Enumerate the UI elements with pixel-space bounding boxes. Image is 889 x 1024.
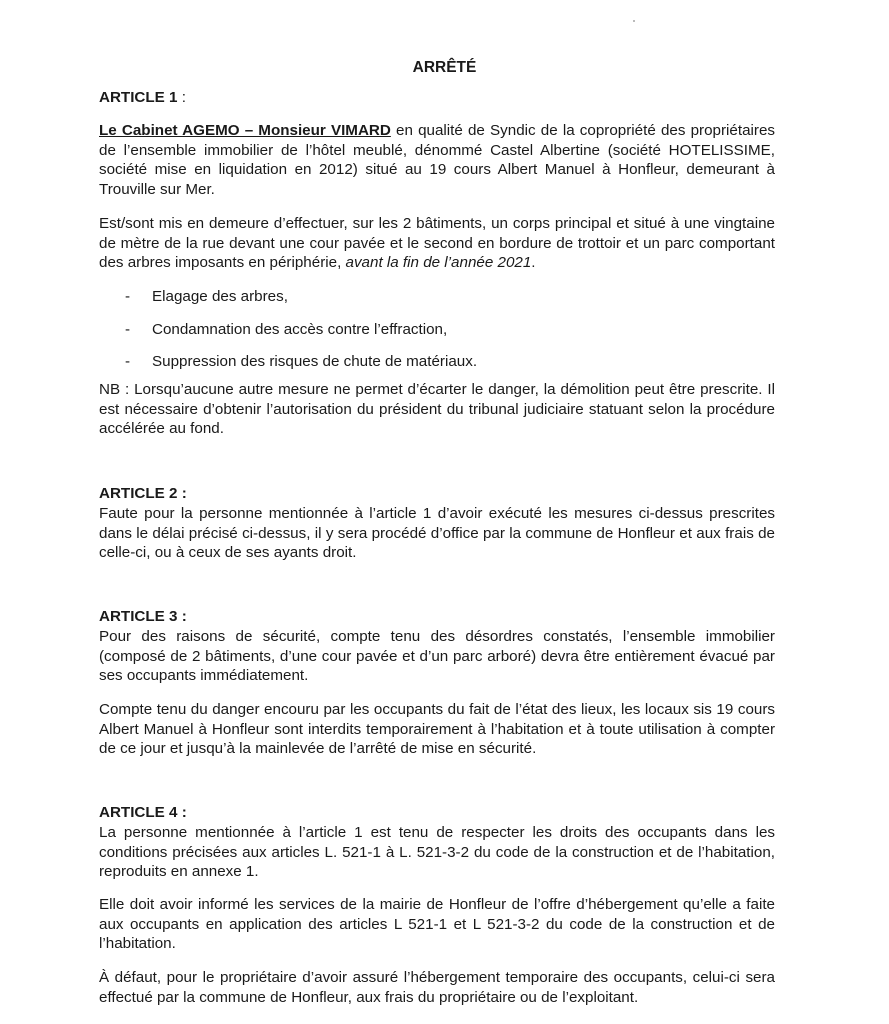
article-3-text-2: Compte tenu du danger encouru par les occupants du fait de l’état des lieux, les locaux sis 19 cours Albert Manuel à Honfleur sont interdits temporairement à l’habitation et à toute utilisation à compter de ce jour et jusqu’à la mainlevée de l’arrêté de mise en sécurité. (99, 701, 775, 758)
measure-text: Suppression des risques de chute de matériaux. (152, 353, 478, 370)
article-1-paragraph-1-rest: en qualité de Syndic de la copropriété des propriétaires de l’ensemble immobilier de l’hôtel meublé, dénommé Castel Albertine (société HOTELISSIME, société mise en liquidation en 2012) situé au 19 cours Albert Manuel à Honfleur, demeurant à Trouville sur Mer. (99, 122, 776, 198)
article-1-deadline: avant la fin de l’année 2021 (345, 254, 532, 272)
scan-speck (633, 20, 635, 22)
measure-item (99, 320, 775, 353)
article-4-text-1: La personne mentionnée à l’article 1 est tenu de respecter les droits des occupants dans les conditions précisées aux articles L. 521-1 à L. 521-3-2 du code de la construction et de l’habitation, reproduits en annexe 1. (99, 824, 775, 881)
article-4-text-2: Elle doit avoir informé les services de la mairie de Honfleur de l’offre d’hébergement qu’elle a faite aux occupants en application des articles L 521-1 et L 521-3-2 du code de la construction et de l’habitation. (99, 896, 775, 953)
article-1-paragraph-2-end: . (531, 254, 536, 272)
bullet-dash: - (125, 320, 131, 338)
article-1-nb-note: NB : Lorsqu’aucune autre mesure ne permet d’écarter le danger, la démolition peut être prescrite. Il est nécessaire d’obtenir l’autorisation du président du tribunal judiciaire statuant selon la procédure accélérée au fond. (99, 381, 775, 438)
article-3-heading: ARTICLE 3 : (99, 608, 187, 625)
measure-text: Elagage des arbres, (152, 288, 288, 305)
article-1-heading-suffix: : (177, 89, 186, 106)
measure-item (99, 287, 775, 320)
article-4-text-3: À défaut, pour le propriétaire d’avoir assuré l’hébergement temporaire des occupants, celui-ci sera effectué par la commune de Honfleur, aux frais du propriétaire ou de l’exploitant. (99, 969, 775, 1006)
article-3-text-1: Pour des raisons de sécurité, compte tenu des désordres constatés, l’ensemble immobilier (composé de 2 bâtiments, d’une cour pavée et d’un parc arboré) devra être entièrement évacué par ses occupants immédiatement. (99, 628, 775, 685)
article-1-heading (99, 88, 775, 108)
article-1-paragraph-2 (99, 214, 775, 273)
article-2-heading: ARTICLE 2 : (99, 485, 187, 502)
article-1-heading-label: ARTICLE 1 (99, 89, 178, 106)
measure-text: Condamnation des accès contre l’effraction, (152, 320, 448, 338)
article-2-text: Faute pour la personne mentionnée à l’article 1 d’avoir exécuté les mesures ci-dessus prescrites dans le délai précisé ci-dessus, il y sera procédé d’office par la commune de Honfleur et aux frais de celle-ci, ou à ceux de ses ayants droit. (99, 505, 775, 562)
bullet-dash: - (125, 353, 131, 370)
document-title: ARRÊTÉ (412, 59, 477, 76)
bullet-dash: - (125, 288, 131, 305)
article-1-party-name: Le Cabinet AGEMO – Monsieur VIMARD (99, 122, 391, 139)
article-1-paragraph-2-main: Est/sont mis en demeure d’effectuer, sur les 2 bâtiments, un corps principal et situé à une vingtaine de mètre de la rue devant une cour pavée et le second en bordure de trottoir et un parc comportant des arbres imposants en périphérie, (99, 215, 775, 272)
article-1-paragraph-1 (99, 121, 775, 199)
article-1-measures-list (99, 287, 775, 385)
article-4-heading: ARTICLE 4 : (99, 804, 187, 821)
